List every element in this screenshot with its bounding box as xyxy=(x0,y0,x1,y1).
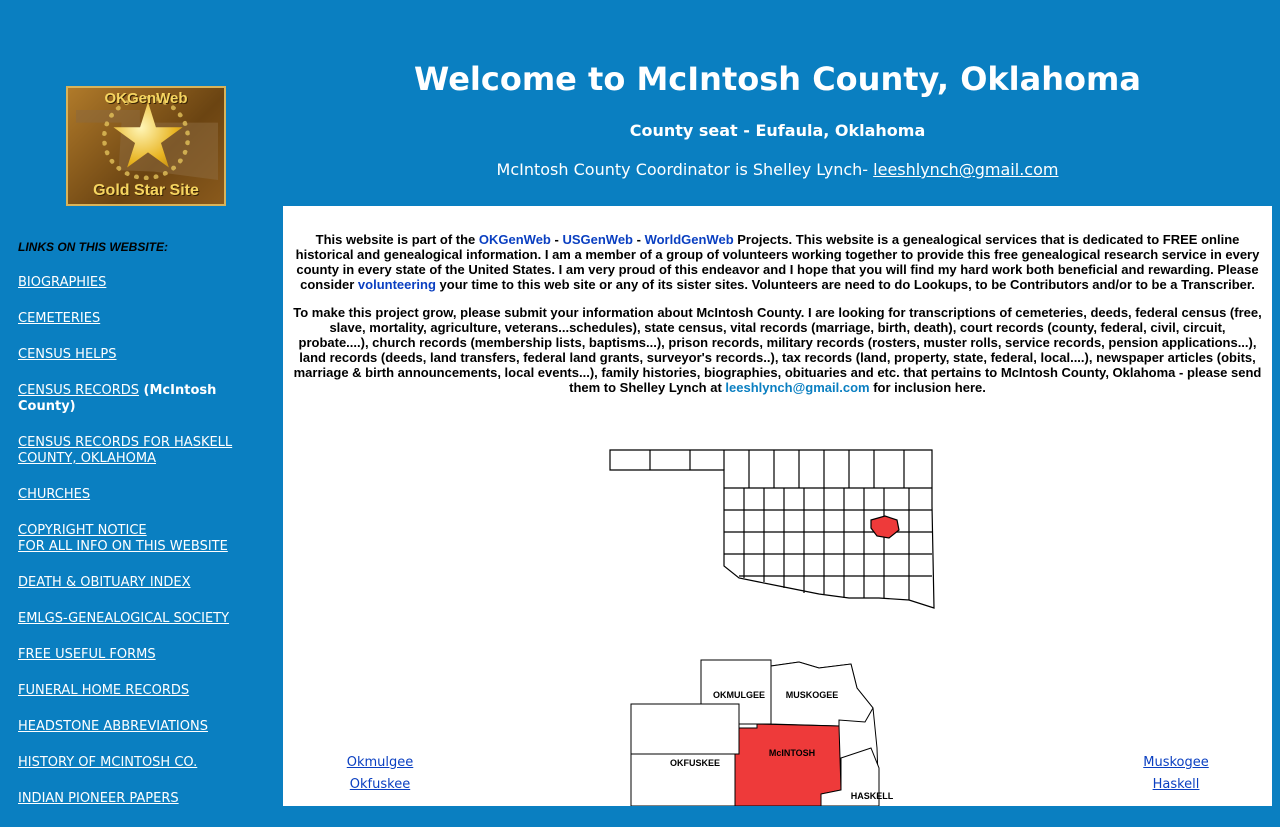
sidebar-link-biographies[interactable]: BIOGRAPHIES xyxy=(18,275,107,290)
usgenweb-link[interactable]: USGenWeb xyxy=(562,232,633,247)
sidebar-item-death-obituary xyxy=(18,575,273,591)
copyright-line-1: COPYRIGHT NOTICE xyxy=(18,523,147,538)
copyright-line-2: FOR ALL INFO ON THIS WEBSITE xyxy=(18,539,228,554)
sidebar-link-indian-pioneer[interactable]: INDIAN PIONEER PAPERS xyxy=(18,791,179,806)
neighbor-link-haskell[interactable]: Haskell xyxy=(1152,777,1200,792)
intro-paragraph xyxy=(283,232,1272,292)
okgenweb-link[interactable]: OKGenWeb xyxy=(478,232,551,247)
sidebar-item-indian-pioneer xyxy=(18,791,273,807)
map-label-haskell: HASKELL xyxy=(850,791,894,801)
logo-bottom-text: Gold Star Site xyxy=(93,182,199,199)
sidebar-item-cemeteries xyxy=(18,311,273,327)
intro-text-c: your time to this web site or any of its sister sites. Volunteers are need to do Lookups, to be Contributors and/or to be a Transcriber. xyxy=(435,277,1255,292)
census-records-note: (McIntosh County) xyxy=(18,383,217,414)
coordinator-email-link[interactable]: leeshlynch@gmail.com xyxy=(873,160,1059,179)
sidebar-link-free-forms[interactable]: FREE USEFUL FORMS xyxy=(18,647,156,662)
sidebar-item-census-helps xyxy=(18,347,273,363)
separator: - xyxy=(633,232,645,247)
county-seat: County seat - Eufaula, Oklahoma xyxy=(629,121,926,140)
intro-text-b: Projects. This website is a genealogical services that is dedicated to FREE online historical and genealogical information. I am a member of a group of volunteers working together to provide this free genealogical research service in every county in every state of the United States. I am very proud of this endeavor and I hope that you will find my hard work both beneficial and rewarding. Please consider xyxy=(295,232,1260,292)
sidebar-item-census-haskell xyxy=(18,435,273,467)
submission-email-link[interactable]: leeshlynch@gmail.com xyxy=(725,380,870,395)
neighbor-county-map xyxy=(629,658,929,806)
coordinator-text: McIntosh County Coordinator is Shelley Lynch- xyxy=(496,160,874,179)
sidebar-link-churches[interactable]: CHURCHES xyxy=(18,487,91,502)
worldgenweb-link[interactable]: WorldGenWeb xyxy=(644,232,734,247)
sidebar-item-census-records xyxy=(18,383,273,415)
map-label-muskogee: MUSKOGEE xyxy=(785,690,839,700)
submission-text-a: To make this project grow, please submit your information about McIntosh County. I are looking for transcriptions of cemeteries, deeds, federal census (free, slave, mortality, agriculture, veterans...schedules), state census, vital records (marriage, birth, death), court records (county, federal, civil, circuit, probate....), church records (membership lists, baptisms...), prison records, military records (rosters, muster rolls, service records, pension applications...), land records (deeds, land transfers, federal land grants, surveyor's records..), tax records (land, property, state, federal, local....), newspaper articles (obits, marriage & birth announcements, local events...), family histories, biographies, obituaries and etc. that pertains to McIntosh County, Oklahoma - please send them to Shelley Lynch at xyxy=(293,305,1262,395)
submission-paragraph xyxy=(283,305,1272,395)
sidebar-item-funeral-home xyxy=(18,683,273,699)
sidebar-item-copyright xyxy=(18,523,273,555)
sidebar-item-history xyxy=(18,755,273,771)
volunteering-link[interactable]: volunteering xyxy=(357,277,436,292)
page-title: Welcome to McIntosh County, Oklahoma xyxy=(414,60,1141,98)
okgenweb-gold-star-logo xyxy=(66,86,226,206)
logo-top-text: OKGenWeb xyxy=(104,90,188,107)
coordinator-line xyxy=(283,160,1272,179)
sidebar-link-emlgs[interactable]: EMLGS-GENEALOGICAL SOCIETY xyxy=(18,611,230,626)
sidebar-item-headstone xyxy=(18,719,273,735)
sidebar-item-emlgs xyxy=(18,611,273,627)
sidebar-link-cemeteries[interactable]: CEMETERIES xyxy=(18,311,101,326)
sidebar-link-census-records[interactable]: CENSUS RECORDS xyxy=(18,383,140,398)
sidebar-link-death-obituary[interactable]: DEATH & OBITUARY INDEX xyxy=(18,575,191,590)
map-label-okmulgee: OKMULGEE xyxy=(712,690,766,700)
sidebar-link-history[interactable]: HISTORY OF MCINTOSH CO. xyxy=(18,755,198,770)
neighbor-link-muskogee[interactable]: Muskogee xyxy=(1143,755,1209,770)
separator: - xyxy=(550,232,563,247)
intro-text-a: This website is part of the xyxy=(315,232,479,247)
links-heading: LINKS ON THIS WEBSITE: xyxy=(18,240,168,254)
main-content xyxy=(283,206,1272,806)
neighbor-link-okfuskee[interactable]: Okfuskee xyxy=(349,777,411,792)
sidebar-link-funeral-home[interactable]: FUNERAL HOME RECORDS xyxy=(18,683,190,698)
sidebar-item-free-forms xyxy=(18,647,273,663)
oklahoma-county-map xyxy=(609,448,939,610)
sidebar-link-copyright[interactable] xyxy=(18,523,228,554)
map-label-okfuskee: OKFUSKEE xyxy=(669,758,721,768)
sidebar-item-churches xyxy=(18,487,273,503)
map-label-mcintosh: McINTOSH xyxy=(768,748,816,758)
sidebar-item-biographies xyxy=(18,275,273,291)
sidebar-link-headstone[interactable]: HEADSTONE ABBREVIATIONS xyxy=(18,719,208,734)
sidebar-link-list xyxy=(18,275,273,807)
sidebar-link-census-haskell[interactable]: CENSUS RECORDS FOR HASKELL COUNTY, OKLAHOMA xyxy=(18,435,233,466)
neighbor-link-okmulgee[interactable]: Okmulgee xyxy=(346,755,414,770)
submission-text-b: for inclusion here. xyxy=(869,380,986,395)
sidebar xyxy=(18,240,273,827)
sidebar-link-census-helps[interactable]: CENSUS HELPS xyxy=(18,347,117,362)
